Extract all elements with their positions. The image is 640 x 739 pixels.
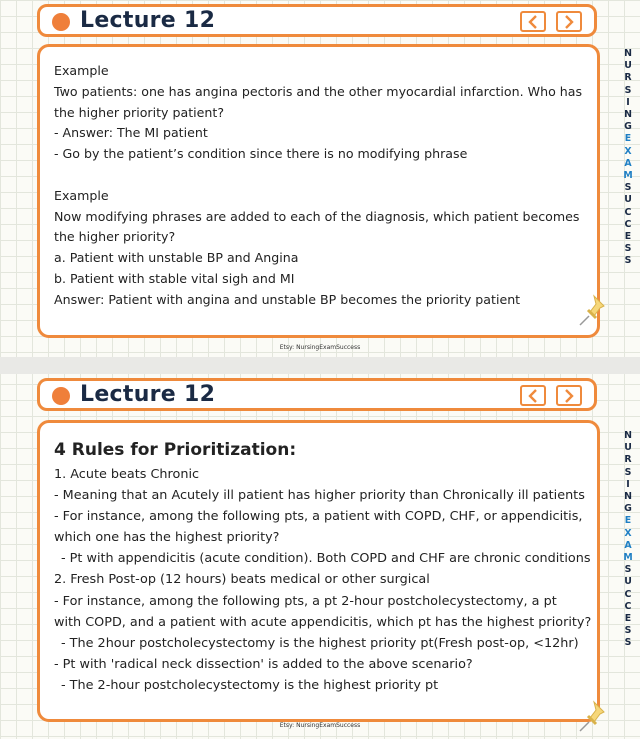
section-heading: 4 Rules for Prioritization: [54, 440, 297, 460]
title-bar [37, 378, 597, 411]
footer-credit: Etsy: NursingExamSuccess [279, 344, 361, 351]
side-letter: C [624, 218, 632, 230]
side-letter: C [624, 206, 632, 218]
side-letter: E [624, 515, 632, 527]
text-line: - The 2hour postcholecystectomy is the highest priority pt(Fresh post-op, <12hr) [61, 635, 579, 651]
side-letter: S [624, 255, 632, 267]
slide-2 [0, 374, 640, 739]
slide-1 [0, 0, 640, 357]
slide-title: Lecture 12 [80, 382, 216, 407]
side-letter: S [624, 182, 632, 194]
orange-dot-icon [52, 13, 70, 31]
side-letter: S [624, 564, 632, 576]
text-line: Two patients: one has angina pectoris and the other myocardial infarction. Who has [54, 83, 583, 99]
text-line: - Go by the patient’s condition since there is no modifying phrase [54, 146, 468, 162]
orange-dot-icon [52, 387, 70, 405]
side-brand-vertical [622, 48, 634, 268]
slide-title: Lecture 12 [80, 8, 216, 33]
side-letter: S [624, 84, 632, 96]
text-line: - The 2-hour postcholecystectomy is the highest priority pt [61, 677, 439, 693]
side-letter: X [624, 527, 632, 539]
text-line: - Pt with appendicitis (acute condition). Both COPD and CHF are chronic conditions [61, 551, 591, 567]
side-letter: N [624, 430, 632, 441]
text-line: - Meaning that an Acutely ill patient has higher priority than Chronically ill patients [54, 488, 585, 504]
side-letter: S [624, 466, 632, 478]
text-line: 1. Acute beats Chronic [54, 467, 200, 482]
slide-divider [0, 357, 640, 374]
text-line: 2. Fresh Post-op (12 hours) beats medical or other surgical [54, 572, 430, 588]
text-line: a. Patient with unstable BP and Angina [54, 250, 299, 266]
side-letter: E [624, 231, 632, 243]
text-line: - Pt with 'radical neck dissection' is added to the above scenario? [54, 656, 473, 672]
next-button[interactable] [556, 11, 582, 32]
side-letter: M [623, 552, 633, 564]
text-line: which one has the highest priority? [54, 530, 280, 546]
side-letter: S [624, 637, 632, 649]
side-letter: U [624, 442, 632, 454]
side-letter: X [624, 145, 632, 157]
text-line: Answer: Patient with angina and unstable BP becomes the priority patient [54, 291, 521, 307]
side-letter: A [624, 157, 632, 169]
side-letter: U [624, 60, 632, 72]
side-letter: G [624, 121, 632, 133]
text-line: b. Patient with stable vital sigh and MI [54, 270, 295, 286]
side-letter: M [623, 170, 633, 182]
side-letter: C [624, 600, 632, 612]
side-letter: N [624, 491, 632, 503]
body-text [54, 436, 592, 696]
text-line: the higher priority patient? [54, 104, 225, 120]
side-letter: I [626, 96, 630, 108]
side-letter: I [626, 478, 630, 490]
side-letter: R [624, 72, 632, 84]
side-brand-vertical [622, 430, 634, 650]
body-text [54, 61, 589, 311]
text-line: Now modifying phrases are added to each of the diagnosis, which patient becomes [54, 208, 580, 224]
chevron-right-icon [563, 389, 575, 403]
spacer [54, 165, 589, 186]
side-letter: A [624, 539, 632, 551]
side-letter: N [624, 109, 632, 121]
content-card [37, 420, 600, 722]
push-pin-icon [576, 294, 606, 328]
side-letter: S [624, 243, 632, 255]
text-line: - For instance, among the following pts, a pt 2-hour postcholecystectomy, a pt [54, 593, 557, 609]
footer-credit: Etsy: NursingExamSuccess [279, 722, 361, 729]
side-letter: N [624, 48, 632, 59]
side-letter: R [624, 454, 632, 466]
side-letter: S [624, 625, 632, 637]
text-line: - Answer: The MI patient [54, 125, 208, 141]
prev-button[interactable] [520, 385, 546, 406]
text-line: the higher priority? [54, 229, 176, 245]
side-letter: U [624, 194, 632, 206]
side-letter: U [624, 576, 632, 588]
content-card [37, 44, 600, 338]
side-letter: G [624, 503, 632, 515]
chevron-left-icon [527, 15, 539, 29]
text-line: with COPD, and a patient with acute appendicitis, which pt has the highest priority? [54, 614, 592, 630]
title-bar [37, 4, 597, 37]
chevron-left-icon [527, 389, 539, 403]
side-letter: E [624, 133, 632, 145]
text-line: Example [54, 63, 109, 78]
chevron-right-icon [563, 15, 575, 29]
text-line: Example [54, 187, 109, 203]
text-line: - For instance, among the following pts, a patient with COPD, CHF, or appendicitis, [54, 509, 583, 525]
side-letter: C [624, 588, 632, 600]
side-letter: E [624, 613, 632, 625]
next-button[interactable] [556, 385, 582, 406]
prev-button[interactable] [520, 11, 546, 32]
